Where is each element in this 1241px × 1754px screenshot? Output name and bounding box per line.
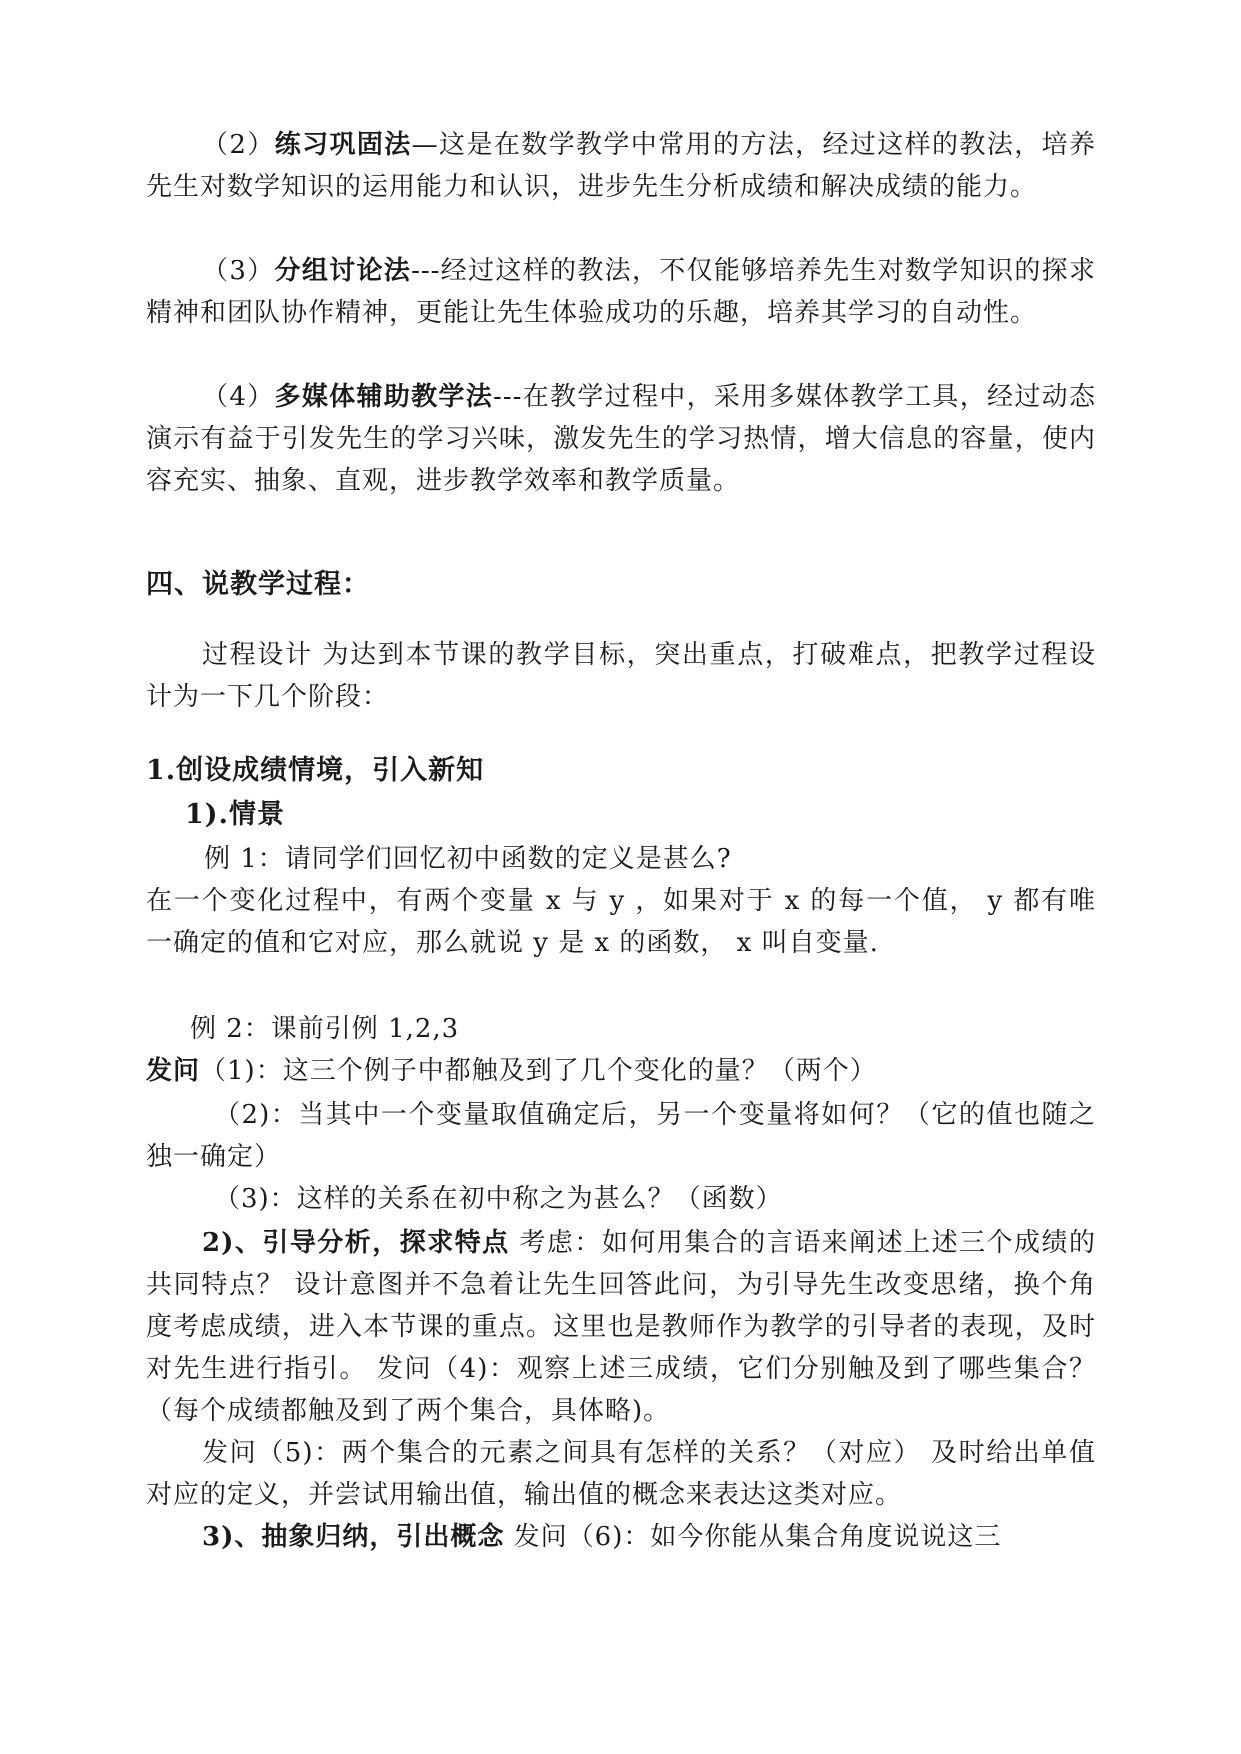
paragraph-multimedia <box>146 376 1096 502</box>
paragraph-practice-method <box>146 124 1096 208</box>
method-term: 练习巩固法 <box>274 130 412 160</box>
question-label: 发问 <box>146 1056 201 1086</box>
paragraph-process-design: 过程设计 为达到本节课的教学目标，突出重点，打破难点，把教学过程设计为一下几个阶段： <box>146 640 1096 712</box>
item-number: （4） <box>202 382 275 412</box>
heading-step-1: 1.创设成绩情境，引入新知 <box>146 755 485 786</box>
heading-scenario: 1).情景 <box>185 799 285 830</box>
step-description: 发问（6)：如今你能从集合角度说说这三 <box>504 1522 1002 1552</box>
example-2: 例 2：课前引例 1,2,3 <box>190 1014 460 1044</box>
item-number: （2） <box>202 130 275 160</box>
paragraph-abstract-induction <box>146 1516 1096 1558</box>
method-term: 分组讨论法 <box>274 256 412 286</box>
paragraph-question-5: 发问（5)：两个集合的元素之间具有怎样的关系？（对应） 及时给出单值对应的定义，并尝试用输出值，输出值的概念来表达这类对应。 <box>146 1438 1096 1510</box>
question-2: （2)：当其中一个变量取值确定后，另一个变量将如何？（它的值也随之独一确定） <box>146 1100 1096 1172</box>
method-description: ---在教学过程中，采用多媒体教学工具，经过动态演示有益于引发先生的学习兴味，激发先生的学习热情，增大信息的容量，使内容充实、抽象、直观，进步教学效率和教学质量。 <box>146 382 1097 496</box>
example-1: 例 1：请同学们回忆初中函数的定义是甚么? <box>204 844 732 874</box>
paragraph-function-definition: 在一个变化过程中，有两个变量 x 与 y ，如果对于 x 的每一个值， y 都有唯 一确定的值和它对应，那么就说 y 是 x 的函数， x 叫自变量. <box>146 886 1096 958</box>
paragraph-guided-analysis <box>146 1222 1096 1432</box>
paragraph-group-discussion <box>146 250 1096 334</box>
step-term: 3)、抽象归纳，引出概念 <box>202 1522 505 1552</box>
question-3: （3)：这样的关系在初中称之为甚么？（函数） <box>214 1184 783 1214</box>
question-text: （1)：这三个例子中都触及到了几个变化的量？（两个） <box>200 1056 877 1086</box>
question-1 <box>146 1050 877 1092</box>
item-number: （3） <box>202 256 275 286</box>
section-heading-four: 四、说教学过程： <box>146 569 370 600</box>
method-description: —这是在数学教学中常用的方法，经过这样的教法，培养先生对数学知识的运用能力和认识，进步先生分析成绩和解决成绩的能力。 <box>146 130 1096 202</box>
method-term: 多媒体辅助教学法 <box>274 382 494 412</box>
method-description: ---经过这样的教法，不仅能够培养先生对数学知识的探求精神和团队协作精神，更能让先生体验成功的乐趣，培养其学习的自动性。 <box>146 256 1096 328</box>
step-description: 考虑：如何用集合的言语来阐述上述三个成绩的共同特点？ 设计意图并不急着让先生回答此问，为引导先生改变思绪，换个角度考虑成绩，进入本节课的重点。这里也是教师作为教学的引导者的表现，及时对先生进行指引。 发问（4)：观察上述三成绩，它们分别触及到了哪些集合？（每个成绩都触及到了两个集合，具体略)。 <box>146 1228 1097 1426</box>
step-term: 2)、引导分析，探求特点 <box>202 1228 510 1258</box>
